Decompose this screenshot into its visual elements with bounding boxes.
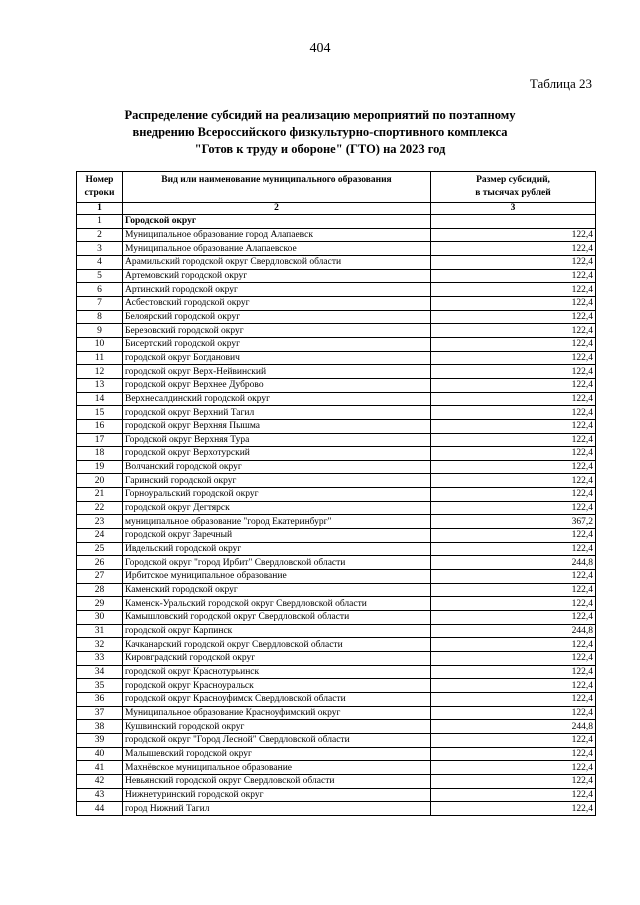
table-row — [77, 542, 596, 556]
row-number: 26 — [77, 556, 123, 570]
row-number: 21 — [77, 488, 123, 502]
table-row — [77, 474, 596, 488]
table-row — [77, 310, 596, 324]
row-number: 6 — [77, 283, 123, 297]
municipality-name: городской округ Богданович — [123, 351, 431, 365]
subsidy-amount: 122,4 — [431, 365, 596, 379]
table-row — [77, 556, 596, 570]
municipality-name: Нижнетуринский городской округ — [123, 788, 431, 802]
municipality-name: городской округ Заречный — [123, 529, 431, 543]
municipality-name: Каменск-Уральский городской округ Свердловской области — [123, 597, 431, 611]
row-number: 25 — [77, 542, 123, 556]
table-row — [77, 652, 596, 666]
subsidy-amount: 122,4 — [431, 269, 596, 283]
subsidy-amount: 122,4 — [431, 474, 596, 488]
subsidy-amount: 244,8 — [431, 624, 596, 638]
column-number: 1 — [77, 203, 123, 215]
municipality-name: Кировградский городской округ — [123, 652, 431, 666]
subsidy-amount: 122,4 — [431, 774, 596, 788]
table-row — [77, 269, 596, 283]
municipality-name: Городской округ "город Ирбит" Свердловской области — [123, 556, 431, 570]
row-number: 44 — [77, 802, 123, 816]
table-row — [77, 638, 596, 652]
table-row — [77, 283, 596, 297]
row-number: 36 — [77, 692, 123, 706]
municipality-name: Горноуральский городской округ — [123, 488, 431, 502]
row-number: 4 — [77, 255, 123, 269]
subsidy-amount: 122,4 — [431, 433, 596, 447]
table-row — [77, 747, 596, 761]
table-row — [77, 406, 596, 420]
subsidy-amount: 122,4 — [431, 583, 596, 597]
row-number: 32 — [77, 638, 123, 652]
subsidy-amount: 122,4 — [431, 228, 596, 242]
row-number: 15 — [77, 406, 123, 420]
municipality-name: городской округ "Город Лесной" Свердловской области — [123, 733, 431, 747]
row-number: 33 — [77, 652, 123, 666]
municipality-name: Асбестовский городской округ — [123, 296, 431, 310]
municipality-name: Махнёвское муниципальное образование — [123, 761, 431, 775]
subsidy-amount: 122,4 — [431, 337, 596, 351]
subsidy-amount: 122,4 — [431, 406, 596, 420]
row-number: 1 — [77, 215, 123, 229]
row-number: 2 — [77, 228, 123, 242]
table-body — [77, 215, 596, 816]
subsidy-amount: 122,4 — [431, 324, 596, 338]
municipality-name: городской округ Карпинск — [123, 624, 431, 638]
subsidy-amount: 122,4 — [431, 242, 596, 256]
table-row — [77, 296, 596, 310]
table-row — [77, 679, 596, 693]
row-number: 31 — [77, 624, 123, 638]
table-row — [77, 392, 596, 406]
row-number: 18 — [77, 447, 123, 461]
municipality-name: город Нижний Тагил — [123, 802, 431, 816]
row-number: 41 — [77, 761, 123, 775]
municipality-name: Волчанский городской округ — [123, 460, 431, 474]
subsidy-amount: 244,8 — [431, 720, 596, 734]
municipality-name: Кушвинский городской округ — [123, 720, 431, 734]
row-number: 28 — [77, 583, 123, 597]
subsidy-amount: 122,4 — [431, 255, 596, 269]
subsidy-amount: 122,4 — [431, 706, 596, 720]
table-row — [77, 378, 596, 392]
subsidy-amount: 122,4 — [431, 652, 596, 666]
table-row — [77, 337, 596, 351]
municipality-name: городской округ Краснотурьинск — [123, 665, 431, 679]
title-line-1: Распределение субсидий на реализацию мероприятий по поэтапному — [124, 108, 516, 122]
table-row — [77, 488, 596, 502]
table-row — [77, 419, 596, 433]
municipality-name: городской округ Верхняя Пышма — [123, 419, 431, 433]
row-number: 9 — [77, 324, 123, 338]
row-number: 17 — [77, 433, 123, 447]
row-number: 22 — [77, 501, 123, 515]
table-row — [77, 774, 596, 788]
municipality-name: городской округ Красноуфимск Свердловской области — [123, 692, 431, 706]
subsidy-amount: 122,4 — [431, 611, 596, 625]
subsidy-amount: 122,4 — [431, 597, 596, 611]
municipality-name: городской округ Дегтярск — [123, 501, 431, 515]
subsidy-amount: 122,4 — [431, 570, 596, 584]
municipality-name: городской округ Верхотурский — [123, 447, 431, 461]
table-row — [77, 802, 596, 816]
municipality-name: Муниципальное образование Красноуфимский округ — [123, 706, 431, 720]
row-number: 7 — [77, 296, 123, 310]
subsidy-table — [76, 171, 596, 816]
municipality-name: Городской округ Верхняя Тура — [123, 433, 431, 447]
table-row — [77, 788, 596, 802]
municipality-name: Артемовский городской округ — [123, 269, 431, 283]
subsidy-amount: 122,4 — [431, 542, 596, 556]
row-number: 10 — [77, 337, 123, 351]
subsidy-amount: 122,4 — [431, 460, 596, 474]
subsidy-amount: 122,4 — [431, 447, 596, 461]
municipality-name: Ивдельский городской округ — [123, 542, 431, 556]
municipality-name: Верхнесалдинский городской округ — [123, 392, 431, 406]
municipality-name: Березовский городской округ — [123, 324, 431, 338]
row-number: 3 — [77, 242, 123, 256]
municipality-name: Ирбитское муниципальное образование — [123, 570, 431, 584]
row-number: 20 — [77, 474, 123, 488]
municipality-name: Муниципальное образование Алапаевское — [123, 242, 431, 256]
table-row — [77, 433, 596, 447]
subsidy-amount: 122,4 — [431, 665, 596, 679]
header-row-number: Номер строки — [77, 172, 123, 203]
row-number: 14 — [77, 392, 123, 406]
table-row — [77, 242, 596, 256]
municipality-name: городской округ Верх-Нейвинский — [123, 365, 431, 379]
municipality-name: Арамильский городской округ Свердловской области — [123, 255, 431, 269]
table-row — [77, 761, 596, 775]
table-row — [77, 215, 596, 229]
title-line-3: "Готов к труду и обороне" (ГТО) на 2023 год — [194, 142, 446, 156]
row-number: 40 — [77, 747, 123, 761]
table-row — [77, 692, 596, 706]
subsidy-amount: 122,4 — [431, 419, 596, 433]
header-municipality: Вид или наименование муниципального образования — [123, 172, 431, 203]
row-number: 37 — [77, 706, 123, 720]
header-subsidy-amount: Размер субсидий, в тысячах рублей — [431, 172, 596, 203]
row-number: 30 — [77, 611, 123, 625]
table-row — [77, 228, 596, 242]
municipality-name: Камышловский городской округ Свердловской области — [123, 611, 431, 625]
row-number: 13 — [77, 378, 123, 392]
table-row — [77, 583, 596, 597]
municipality-name: Артинский городской округ — [123, 283, 431, 297]
row-number: 24 — [77, 529, 123, 543]
subsidy-amount: 122,4 — [431, 529, 596, 543]
municipality-name: Белоярский городской округ — [123, 310, 431, 324]
subsidy-amount: 122,4 — [431, 638, 596, 652]
table-row — [77, 460, 596, 474]
column-number: 2 — [123, 203, 431, 215]
subsidy-amount: 122,4 — [431, 802, 596, 816]
subsidy-amount: 122,4 — [431, 310, 596, 324]
municipality-name: Малышевский городской округ — [123, 747, 431, 761]
page-number: 404 — [309, 41, 331, 56]
municipality-name: городской округ Красноуральск — [123, 679, 431, 693]
row-number: 12 — [77, 365, 123, 379]
row-number: 5 — [77, 269, 123, 283]
table-row — [77, 351, 596, 365]
municipality-name: муниципальное образование "город Екатеринбург" — [123, 515, 431, 529]
column-number: 3 — [431, 203, 596, 215]
subsidy-amount: 122,4 — [431, 392, 596, 406]
row-number: 16 — [77, 419, 123, 433]
table-row — [77, 624, 596, 638]
row-number: 43 — [77, 788, 123, 802]
municipality-name: Бисертский городской округ — [123, 337, 431, 351]
row-number: 34 — [77, 665, 123, 679]
subsidy-amount: 367,2 — [431, 515, 596, 529]
row-number: 35 — [77, 679, 123, 693]
table-row — [77, 515, 596, 529]
municipality-name: Невьянский городской округ Свердловской области — [123, 774, 431, 788]
row-number: 29 — [77, 597, 123, 611]
table-row — [77, 255, 596, 269]
column-number-row — [77, 203, 596, 215]
row-number: 11 — [77, 351, 123, 365]
table-row — [77, 447, 596, 461]
subsidy-amount: 122,4 — [431, 296, 596, 310]
table-row — [77, 706, 596, 720]
subsidy-amount: 122,4 — [431, 378, 596, 392]
row-number: 42 — [77, 774, 123, 788]
row-number: 39 — [77, 733, 123, 747]
municipality-name: городской округ Верхнее Дуброво — [123, 378, 431, 392]
subsidy-amount: 122,4 — [431, 747, 596, 761]
subsidy-amount: 122,4 — [431, 761, 596, 775]
subsidy-amount: 122,4 — [431, 351, 596, 365]
table-row — [77, 733, 596, 747]
table-row — [77, 365, 596, 379]
table-row — [77, 611, 596, 625]
subsidy-amount: 122,4 — [431, 283, 596, 297]
row-number: 27 — [77, 570, 123, 584]
table-row — [77, 597, 596, 611]
municipality-name: Каменский городской округ — [123, 583, 431, 597]
row-number: 8 — [77, 310, 123, 324]
subsidy-amount: 244,8 — [431, 556, 596, 570]
subsidy-amount — [431, 215, 596, 229]
row-number: 19 — [77, 460, 123, 474]
row-number: 38 — [77, 720, 123, 734]
subsidy-amount: 122,4 — [431, 733, 596, 747]
title-line-2: внедрению Всероссийского физкультурно-спортивного комплекса — [132, 125, 508, 139]
municipality-name: Качканарский городской округ Свердловской области — [123, 638, 431, 652]
subsidy-amount: 122,4 — [431, 488, 596, 502]
table-row — [77, 720, 596, 734]
table-label: Таблица 23 — [529, 76, 592, 91]
municipality-name: Гаринский городской округ — [123, 474, 431, 488]
table-row — [77, 570, 596, 584]
table-row — [77, 501, 596, 515]
table-row — [77, 324, 596, 338]
subsidy-amount: 122,4 — [431, 692, 596, 706]
subsidy-amount: 122,4 — [431, 501, 596, 515]
municipality-name: Городской округ — [123, 215, 431, 229]
subsidy-amount: 122,4 — [431, 788, 596, 802]
table-row — [77, 529, 596, 543]
table-row — [77, 665, 596, 679]
row-number: 23 — [77, 515, 123, 529]
subsidy-amount: 122,4 — [431, 679, 596, 693]
table-header-row — [77, 172, 596, 203]
document-title — [60, 107, 580, 158]
municipality-name: городской округ Верхний Тагил — [123, 406, 431, 420]
municipality-name: Муниципальное образование город Алапаевск — [123, 228, 431, 242]
